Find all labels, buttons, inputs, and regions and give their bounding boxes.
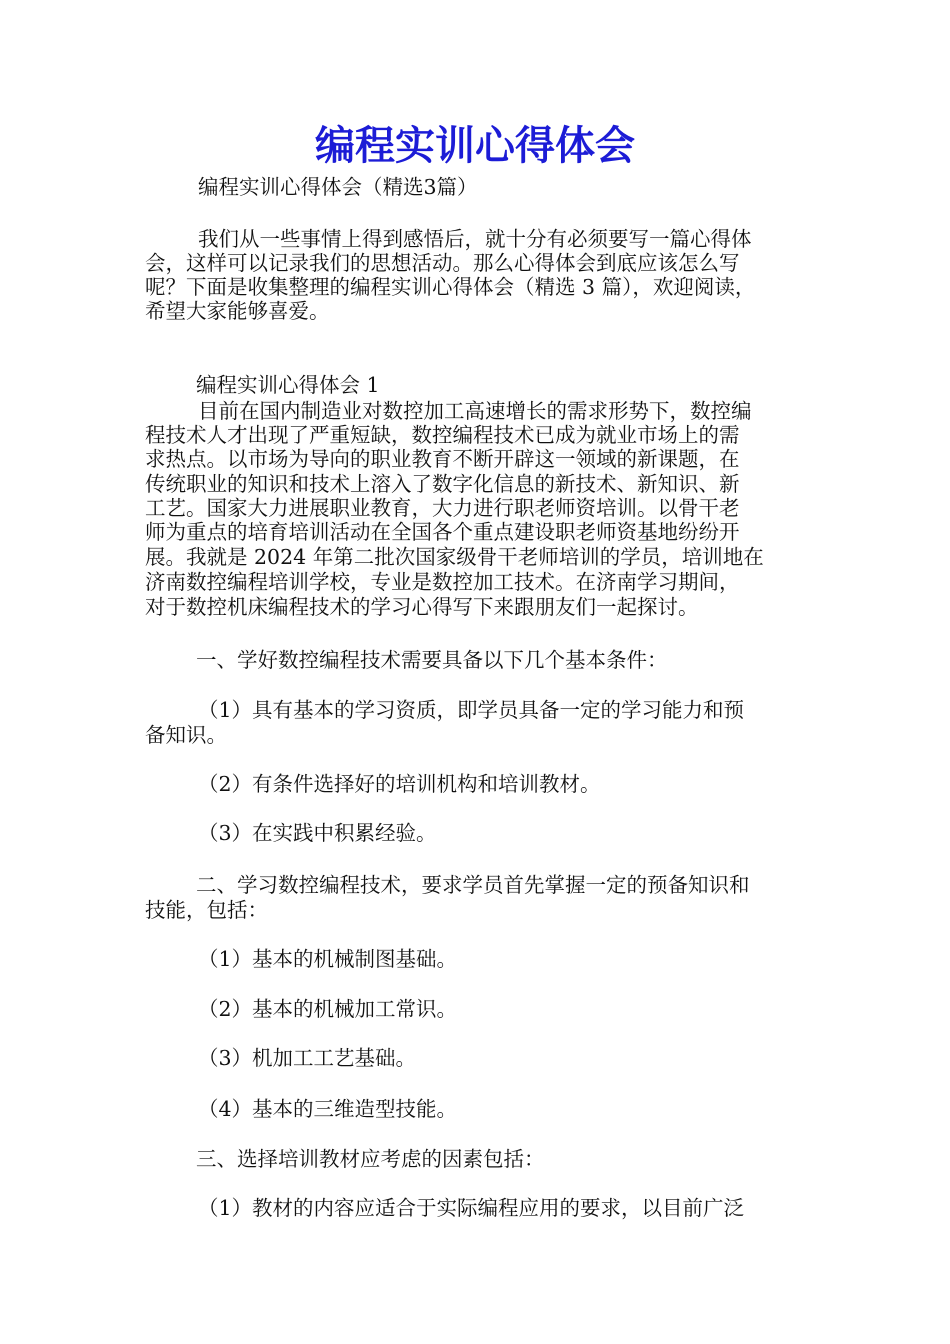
list-item: （2）基本的机械加工常识。 — [198, 997, 458, 1021]
part-heading: 技能，包括： — [145, 898, 268, 922]
part-heading: 一、学好数控编程技术需要具备以下几个基本条件： — [196, 648, 668, 672]
intro-line: 会，这样可以记录我们的思想活动。那么心得体会到底应该怎么写 — [145, 251, 740, 275]
intro-line: 我们从一些事情上得到感悟后，就十分有必须要写一篇心得体 — [198, 227, 752, 251]
document-title: 编程实训心得体会 — [315, 122, 635, 169]
section-heading: 编程实训心得体会 1 — [196, 373, 380, 397]
list-item: （1）基本的机械制图基础。 — [198, 947, 458, 971]
body-line: 展。我就是 2024 年第二批次国家级骨干老师培训的学员，培训地在 — [145, 545, 764, 569]
body-line: 求热点。以市场为导向的职业教育不断开辟这一领域的新课题，在 — [145, 447, 740, 471]
part-heading: 二、学习数控编程技术，要求学员首先掌握一定的预备知识和 — [196, 873, 750, 897]
list-item: （1）教材的内容应适合于实际编程应用的要求，以目前广泛 — [198, 1196, 745, 1220]
body-line: 传统职业的知识和技术上溶入了数字化信息的新技术、新知识、新 — [145, 472, 740, 496]
intro-line: 呢？下面是收集整理的编程实训心得体会（精选 3 篇），欢迎阅读， — [145, 275, 756, 299]
list-item: （3）机加工工艺基础。 — [198, 1046, 417, 1070]
list-item: （4）基本的三维造型技能。 — [198, 1097, 458, 1121]
list-item: （1）具有基本的学习资质，即学员具备一定的学习能力和预 — [198, 698, 745, 722]
part-heading: 三、选择培训教材应考虑的因素包括： — [196, 1147, 545, 1171]
list-item: 备知识。 — [145, 723, 227, 747]
body-line: 程技术人才出现了严重短缺，数控编程技术已成为就业市场上的需 — [145, 423, 740, 447]
body-line: 对于数控机床编程技术的学习心得写下来跟朋友们一起探讨。 — [145, 595, 699, 619]
intro-line: 希望大家能够喜爱。 — [145, 299, 330, 323]
list-item: （2）有条件选择好的培训机构和培训教材。 — [198, 772, 601, 796]
body-line: 师为重点的培育培训活动在全国各个重点建设职老师资基地纷纷开 — [145, 520, 740, 544]
body-line: 济南数控编程培训学校，专业是数控加工技术。在济南学习期间， — [145, 570, 740, 594]
body-line: 工艺。国家大力进展职业教育，大力进行职老师资培训。以骨干老 — [145, 496, 740, 520]
body-line: 目前在国内制造业对数控加工高速增长的需求形势下，数控编 — [198, 399, 752, 423]
list-item: （3）在实践中积累经验。 — [198, 821, 437, 845]
document-subtitle: 编程实训心得体会（精选3篇） — [198, 175, 478, 199]
